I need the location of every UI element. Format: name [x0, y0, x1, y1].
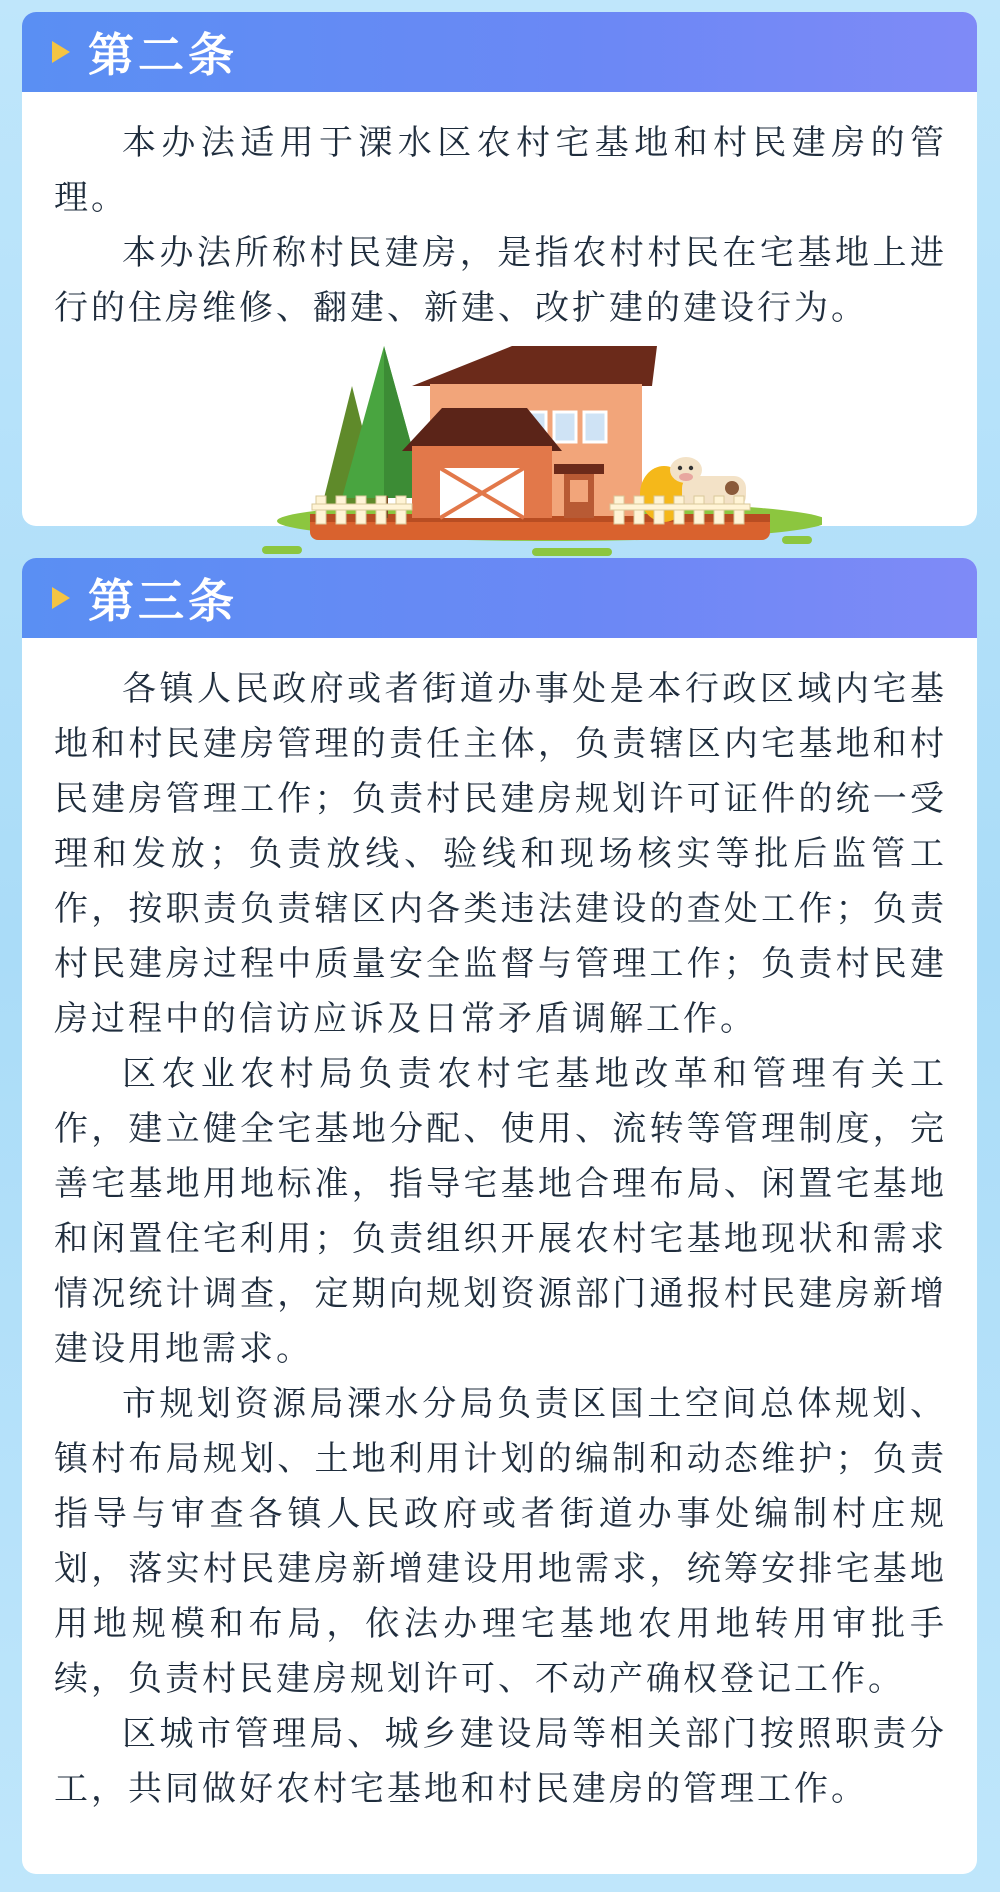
paragraph: 区城市管理局、城乡建设局等相关部门按照职责分工，共同做好农村宅基地和村民建房的管理工作。	[54, 1714, 947, 1809]
paragraph: 本办法所称村民建房，是指农村村民在宅基地上进行的住房维修、翻建、新建、改扩建的建设行为。	[54, 233, 947, 328]
paragraph: 各镇人民政府或者街道办事处是本行政区域内宅基地和村民建房管理的责任主体，负责辖区内宅基地和村民建房管理工作；负责村民建房规划许可证件的统一受理和发放；负责放线、验线和现场核实等批后监管工作，按职责负责辖区内各类违法建设的查处工作；负责村民建房过程中质量安全监督与管理工作；负责村民建房过程中的信访应诉及日常矛盾调解工作。	[54, 669, 947, 1039]
paragraph: 市规划资源局溧水分局负责区国土空间总体规划、镇村布局规划、土地利用计划的编制和动态维护；负责指导与审查各镇人民政府或者街道办事处编制村庄规划，落实村民建房新增建设用地需求，统筹安排宅基地用地规模和布局，依法办理宅基地农用地转用审批手续，负责村民建房规划许可、不动产确权登记工作。	[54, 1384, 947, 1699]
article-card-3	[22, 558, 977, 1874]
article-body-3	[22, 638, 977, 1817]
article-title: 第二条	[88, 28, 238, 82]
article-body-2	[22, 92, 977, 336]
paragraph: 本办法适用于溧水区农村宅基地和村民建房的管理。	[54, 123, 947, 218]
tree-icon	[322, 346, 426, 518]
house-illustration	[262, 346, 822, 558]
article-title: 第三条	[88, 574, 238, 628]
triangle-right-icon	[52, 41, 70, 63]
article-header-2	[22, 12, 977, 92]
article-header-3	[22, 558, 977, 638]
paragraph: 区农业农村局负责农村宅基地改革和管理有关工作，建立健全宅基地分配、使用、流转等管理制度，完善宅基地用地标准，指导宅基地合理布局、闲置宅基地和闲置住宅利用；负责组织开展农村宅基地现状和需求情况统计调查，定期向规划资源部门通报村民建房新增建设用地需求。	[54, 1054, 947, 1369]
triangle-right-icon	[52, 587, 70, 609]
